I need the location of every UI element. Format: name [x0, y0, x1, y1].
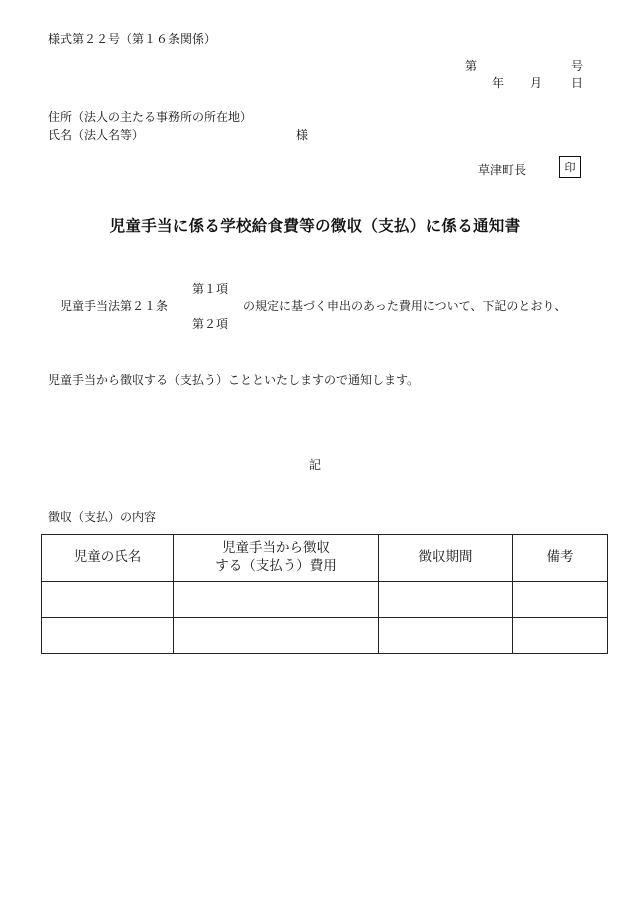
header-fee-line-1: 児童手当から徴収	[222, 540, 330, 557]
date-month-label: 月	[530, 76, 543, 90]
clause-2: 第２項	[192, 317, 229, 331]
cell-fee	[174, 582, 379, 618]
ki-heading: 記	[308, 458, 321, 472]
header-remarks: 備考	[513, 535, 608, 582]
form-number: 様式第２２号（第１６条関係）	[48, 32, 217, 46]
table-row	[42, 582, 608, 618]
law-article: 児童手当法第２１条	[60, 299, 169, 313]
seal-text: 印	[564, 160, 576, 174]
clause-1: 第１項	[192, 282, 229, 296]
body-paragraph-2: 児童手当から徴収する（支払う）ことといたしますので通知します。	[48, 373, 420, 387]
recipient-honorific: 様	[296, 128, 309, 142]
table-row	[42, 618, 608, 654]
header-fee	[174, 535, 379, 582]
cell-remarks	[513, 582, 608, 618]
document-number-suffix: 号	[571, 59, 584, 73]
issuer-title: 草津町長	[478, 163, 527, 177]
recipient-address-label: 住所（法人の主たる事務所の所在地）	[48, 110, 253, 124]
date-day-label: 日	[571, 76, 584, 90]
seal-stamp	[559, 156, 581, 178]
recipient-name-label: 氏名（法人名等）	[48, 128, 145, 142]
body-continuation: の規定に基づく申出のあった費用について、下記のとおり、	[243, 299, 567, 313]
cell-remarks	[513, 618, 608, 654]
cell-child-name	[42, 582, 174, 618]
contents-label: 徴収（支払）の内容	[48, 510, 157, 524]
header-fee-line-2: する（支払う）費用	[215, 558, 337, 574]
document-number-prefix: 第	[465, 59, 478, 73]
cell-period	[379, 618, 513, 654]
document-title: 児童手当に係る学校給食費等の徴収（支払）に係る通知書	[109, 216, 521, 235]
header-child-name: 児童の氏名	[42, 535, 174, 582]
header-period: 徴収期間	[379, 535, 513, 582]
date-year-label: 年	[492, 76, 505, 90]
cell-child-name	[42, 618, 174, 654]
cell-period	[379, 582, 513, 618]
cell-fee	[174, 618, 379, 654]
table-header-row	[42, 535, 608, 582]
contents-table	[41, 534, 608, 654]
